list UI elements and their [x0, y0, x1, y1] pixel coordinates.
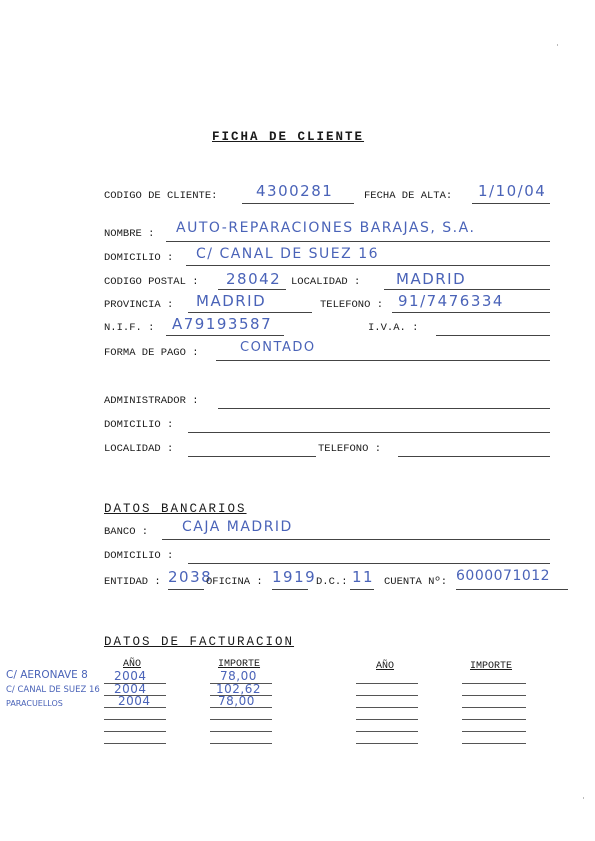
dc-label: D.C.:	[316, 576, 348, 588]
banco-domicilio-label: DOMICILIO :	[104, 550, 174, 562]
admin-localidad-line[interactable]	[188, 456, 316, 457]
fecha-alta-value[interactable]: 1/10/04	[478, 182, 547, 200]
forma-pago-label: FORMA DE PAGO :	[104, 347, 199, 359]
row-1-ano[interactable]: 2004	[114, 669, 147, 683]
cuenta-line	[456, 589, 568, 590]
forma-pago-value[interactable]: CONTADO	[240, 340, 316, 355]
codigo-cliente-line	[242, 203, 354, 204]
admin-telefono-line[interactable]	[398, 456, 550, 457]
col-importe-2-header: IMPORTE	[470, 661, 513, 672]
table-line	[462, 743, 526, 744]
table-line	[462, 683, 526, 684]
codigo-cliente-label: CODIGO DE CLIENTE:	[104, 190, 218, 202]
iva-line	[436, 335, 550, 336]
nombre-line	[166, 241, 550, 242]
col-ano-2-header: AÑO	[376, 661, 395, 672]
table-line	[104, 719, 166, 720]
page-title: FICHA DE CLIENTE	[212, 130, 365, 144]
side-note-2: C/ CANAL DE SUEZ 16	[6, 685, 100, 695]
table-line	[462, 719, 526, 720]
provincia-line	[188, 312, 312, 313]
side-note-1: C/ AERONAVE 8	[6, 669, 88, 681]
datos-bancarios-heading: DATOS BANCARIOS	[104, 502, 247, 516]
banco-value[interactable]: CAJA MADRID	[182, 519, 293, 535]
dc-value[interactable]: 11	[352, 568, 375, 586]
cuenta-label: CUENTA Nº:	[384, 576, 448, 588]
forma-pago-line	[216, 360, 550, 361]
codigo-cliente-value[interactable]: 4300281	[256, 182, 334, 200]
table-line	[356, 695, 418, 696]
nombre-value[interactable]: AUTO-REPARACIONES BARAJAS, S.A.	[176, 220, 476, 236]
table-line	[210, 719, 272, 720]
table-line	[462, 695, 526, 696]
table-line	[210, 731, 272, 732]
provincia-value[interactable]: MADRID	[196, 292, 267, 310]
admin-telefono-label: TELEFONO :	[318, 443, 382, 455]
col-importe-header: IMPORTE	[218, 659, 261, 670]
oficina-value[interactable]: 1919	[272, 568, 317, 586]
oficina-line	[272, 589, 308, 590]
entidad-value[interactable]: 2038	[168, 568, 213, 586]
nombre-label: NOMBRE :	[104, 228, 155, 240]
dc-line	[350, 589, 374, 590]
admin-domicilio-line[interactable]	[188, 432, 550, 433]
domicilio-label: DOMICILIO :	[104, 252, 174, 264]
side-note-3: PARACUELLOS	[6, 699, 63, 708]
codigo-postal-value[interactable]: 28042	[226, 270, 282, 288]
scan-mark	[583, 797, 584, 799]
nif-label: N.I.F. :	[104, 322, 155, 334]
col-ano-header: AÑO	[123, 659, 142, 670]
banco-line	[162, 539, 550, 540]
domicilio-line	[186, 265, 550, 266]
table-line	[356, 719, 418, 720]
row-2-importe[interactable]: 102,62	[216, 682, 261, 696]
codigo-postal-line	[218, 289, 286, 290]
row-3-importe[interactable]: 78,00	[218, 694, 255, 708]
administrador-label: ADMINISTRADOR :	[104, 395, 199, 407]
codigo-postal-label: CODIGO POSTAL :	[104, 276, 199, 288]
row-3-ano[interactable]: 2004	[118, 694, 151, 708]
iva-label: I.V.A. :	[368, 322, 419, 334]
entidad-label: ENTIDAD :	[104, 576, 161, 588]
table-line	[356, 683, 418, 684]
banco-domicilio-line[interactable]	[188, 563, 550, 564]
table-line	[210, 743, 272, 744]
admin-localidad-label: LOCALIDAD :	[104, 443, 174, 455]
localidad-label: LOCALIDAD :	[291, 276, 361, 288]
localidad-value[interactable]: MADRID	[396, 270, 467, 288]
datos-facturacion-heading: DATOS DE FACTURACION	[104, 635, 295, 649]
row-2-ano[interactable]: 2004	[114, 682, 147, 696]
table-line	[356, 707, 418, 708]
table-line	[104, 743, 166, 744]
cuenta-value[interactable]: 6000071012	[456, 568, 551, 584]
table-line	[462, 707, 526, 708]
banco-label: BANCO :	[104, 526, 149, 538]
fecha-alta-line	[472, 203, 550, 204]
telefono-label: TELEFONO :	[320, 299, 384, 311]
table-line	[104, 731, 166, 732]
telefono-line	[392, 312, 550, 313]
admin-domicilio-label: DOMICILIO :	[104, 419, 174, 431]
oficina-label: OFICINA :	[206, 576, 263, 588]
localidad-line	[384, 289, 550, 290]
table-line	[462, 731, 526, 732]
nif-line	[166, 335, 284, 336]
entidad-line	[168, 589, 204, 590]
administrador-line[interactable]	[218, 408, 550, 409]
row-1-importe[interactable]: 78,00	[220, 669, 257, 683]
provincia-label: PROVINCIA :	[104, 299, 174, 311]
nif-value[interactable]: A79193587	[172, 315, 273, 333]
domicilio-value[interactable]: C/ CANAL DE SUEZ 16	[196, 246, 380, 262]
fecha-alta-label: FECHA DE ALTA:	[364, 190, 453, 202]
scan-mark	[557, 44, 558, 46]
table-line	[356, 731, 418, 732]
telefono-value[interactable]: 91/7476334	[398, 292, 504, 310]
table-line	[356, 743, 418, 744]
